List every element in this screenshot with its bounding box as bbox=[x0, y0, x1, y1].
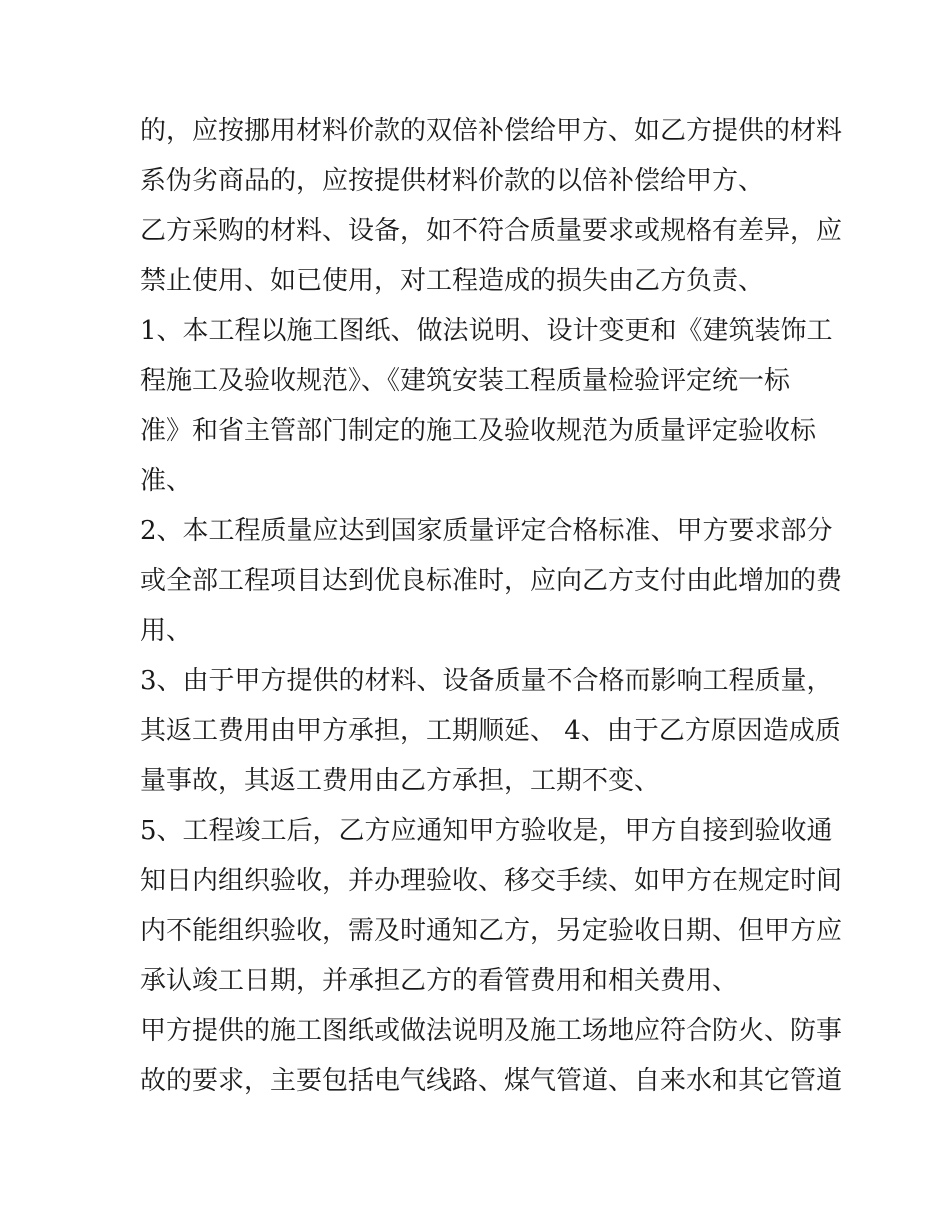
text-line: 承认竣工日期，并承担乙方的看管费用和相关费用、 bbox=[140, 966, 739, 996]
text-line: 或全部工程项目达到优良标准时，应向乙方支付由此增加的费 bbox=[140, 566, 843, 596]
text-line: 内不能组织验收，需及时通知乙方，另定验收日期、但甲方应 bbox=[140, 916, 843, 946]
text-line: 甲方提供的施工图纸或做法说明及施工场地应符合防火、防事 bbox=[140, 1016, 843, 1046]
text-line: 准、 bbox=[140, 466, 193, 496]
text-line: 准》和省主管部门制定的施工及验收规范为质量评定验收标 bbox=[140, 416, 817, 446]
body-text bbox=[140, 106, 843, 1106]
text-line: 系伪劣商品的，应按提供材料价款的以倍补偿给甲方、 bbox=[140, 166, 765, 196]
text-line: 用、 bbox=[140, 616, 193, 646]
text-line: 程施工及验收规范》、《建筑安装工程质量检验评定统一标 bbox=[140, 366, 791, 396]
text-line: 5、工程竣工后，乙方应通知甲方验收是，甲方自接到验收通 bbox=[140, 816, 833, 846]
text-line: 2、本工程质量应达到国家质量评定合格标准、甲方要求部分 bbox=[140, 516, 833, 546]
text-line: 其返工费用由甲方承担，工期顺延、 4、由于乙方原因造成质 bbox=[140, 716, 841, 746]
text-line: 3、由于甲方提供的材料、设备质量不合格而影响工程质量， bbox=[140, 666, 833, 696]
text-line: 禁止使用、如已使用，对工程造成的损失由乙方负责、 bbox=[140, 266, 765, 296]
text-line: 故的要求，主要包括电气线路、煤气管道、自来水和其它管道 bbox=[140, 1066, 843, 1096]
text-line: 的，应按挪用材料价款的双倍补偿给甲方、如乙方提供的材料 bbox=[140, 116, 843, 146]
text-line: 知日内组织验收，并办理验收、移交手续、如甲方在规定时间 bbox=[140, 866, 843, 896]
text-line: 乙方采购的材料、设备，如不符合质量要求或规格有差异，应 bbox=[140, 216, 843, 246]
text-line: 量事故，其返工费用由乙方承担，工期不变、 bbox=[140, 766, 661, 796]
text-line: 1、本工程以施工图纸、做法说明、设计变更和《建筑装饰工 bbox=[140, 316, 833, 346]
